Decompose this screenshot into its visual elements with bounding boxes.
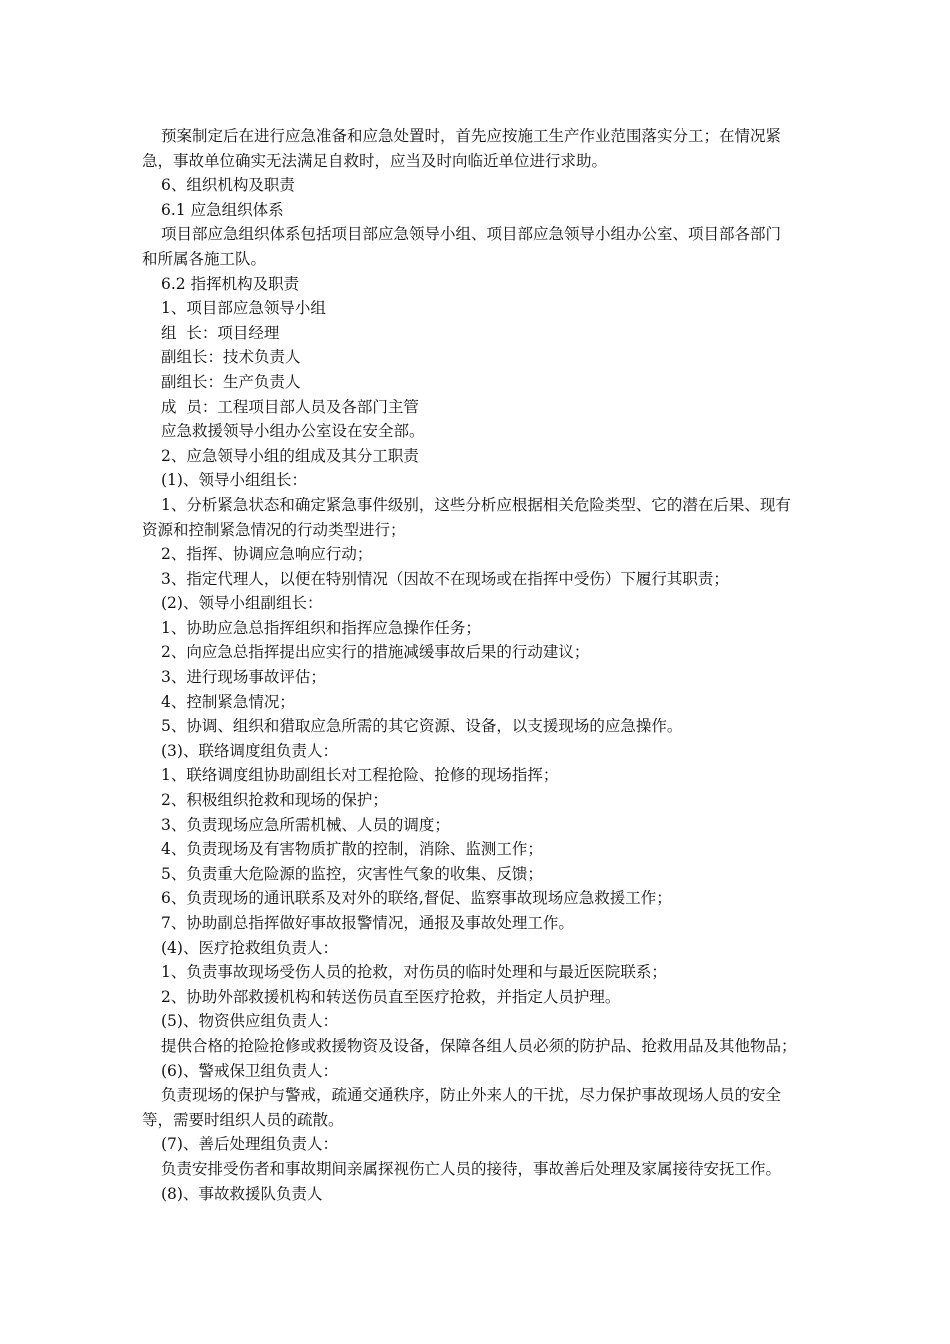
- text-line: 6.1 应急组织体系: [161, 200, 284, 219]
- text-line: 1、协助应急总指挥组织和指挥应急操作任务；: [161, 618, 481, 637]
- text-line: 5、协调、组织和猎取应急所需的其它资源、设备，以支援现场的应急操作。: [161, 717, 683, 736]
- text-line: 1、分析紧急状态和确定紧急事件级别，这些分析应根据相关危险类型、它的潜在后果、现有: [161, 495, 791, 514]
- text-line: 成 员：工程项目部人员及各部门主管: [161, 397, 419, 416]
- text-line: 项目部应急组织体系包括项目部应急领导小组、项目部应急领导小组办公室、项目部各部门: [161, 225, 782, 244]
- text-line: 组 长：项目经理: [161, 323, 280, 342]
- text-line: 负责现场的保护与警戒，疏通交通秩序，防止外来人的干扰，尽力保护事故现场人员的安全: [161, 1086, 782, 1105]
- text-line: 2、指挥、协调应急响应行动；: [161, 545, 373, 564]
- document-page: [142, 124, 812, 1206]
- text-line: 预案制定后在进行应急准备和应急处置时，首先应按施工生产作业范围落实分工；在情况紧: [161, 127, 782, 145]
- text-line: 2、积极组织抢救和现场的保护；: [161, 791, 388, 810]
- text-line: 等，需要时组织人员的疏散。: [142, 1110, 344, 1129]
- text-line: 3、指定代理人，以便在特别情况（因故不在现场或在指挥中受伤）下履行其职责；: [161, 569, 729, 588]
- text-line: 和所属各施工队。: [142, 249, 267, 268]
- text-line: 4、控制紧急情况；: [161, 692, 295, 711]
- text-line: (7)、善后处理组负责人：: [161, 1135, 338, 1154]
- text-line: 2、应急领导小组的组成及其分工职责: [161, 446, 419, 465]
- text-line: 7、协助副总指挥做好事故报警情况，通报及事故处理工作。: [161, 914, 574, 932]
- text-line: 负责安排受伤者和事故期间亲属探视伤亡人员的接待，事故善后处理及家属接待安抚工作。: [161, 1159, 782, 1178]
- text-line: 2、协助外部救援机构和转送伤员直至医疗抢救，并指定人员护理。: [161, 987, 621, 1006]
- text-line: 提供合格的抢险抢修或救援物资及设备，保障各组人员必须的防护品、抢救用品及其他物品；: [161, 1036, 797, 1055]
- text-line: 3、负责现场应急所需机械、人员的调度；: [161, 815, 450, 834]
- text-line: (8)、事故救援队负责人: [161, 1184, 323, 1203]
- text-line: (6)、警戒保卫组负责人：: [161, 1061, 338, 1080]
- text-line: 6.2 指挥机构及职责: [161, 274, 300, 293]
- text-line: 1、负责事故现场受伤人员的抢救，对伤员的临时处理和与最近医院联系；: [161, 963, 667, 982]
- text-line: 2、向应急总指挥提出应实行的措施减缓事故后果的行动建议；: [161, 643, 590, 662]
- text-line: (1)、领导小组组长：: [161, 471, 307, 490]
- text-line: 3、进行现场事故评估；: [161, 668, 326, 687]
- text-line: 副组长：生产负责人: [161, 372, 301, 391]
- text-line: 1、联络调度组协助副组长对工程抢险、抢修的现场指挥；: [161, 766, 559, 785]
- text-line: 资源和控制紧急情况的行动类型进行；: [142, 520, 406, 539]
- text-line: 副组长：技术负责人: [161, 348, 301, 367]
- text-line: (5)、物资供应组负责人：: [161, 1012, 338, 1031]
- text-line: 急，事故单位确实无法满足自救时，应当及时向临近单位进行求助。: [142, 151, 608, 170]
- text-line: 6、负责现场的通讯联系及对外的联络,督促、监察事故现场应急救援工作；: [161, 889, 672, 908]
- text-line: 应急救援领导小组办公室设在安全部。: [161, 422, 425, 441]
- text-line: (3)、联络调度组负责人：: [161, 741, 338, 760]
- text-line: 6、组织机构及职责: [161, 176, 295, 195]
- text-line: (2)、领导小组副组长：: [161, 594, 323, 613]
- text-line: 5、负责重大危险源的监控，灾害性气象的收集、反馈；: [161, 864, 543, 883]
- text-line: 1、项目部应急领导小组: [161, 299, 326, 318]
- text-line: (4)、医疗抢救组负责人：: [161, 938, 338, 957]
- text-line: 4、负责现场及有害物质扩散的控制，消除、监测工作；: [161, 840, 543, 859]
